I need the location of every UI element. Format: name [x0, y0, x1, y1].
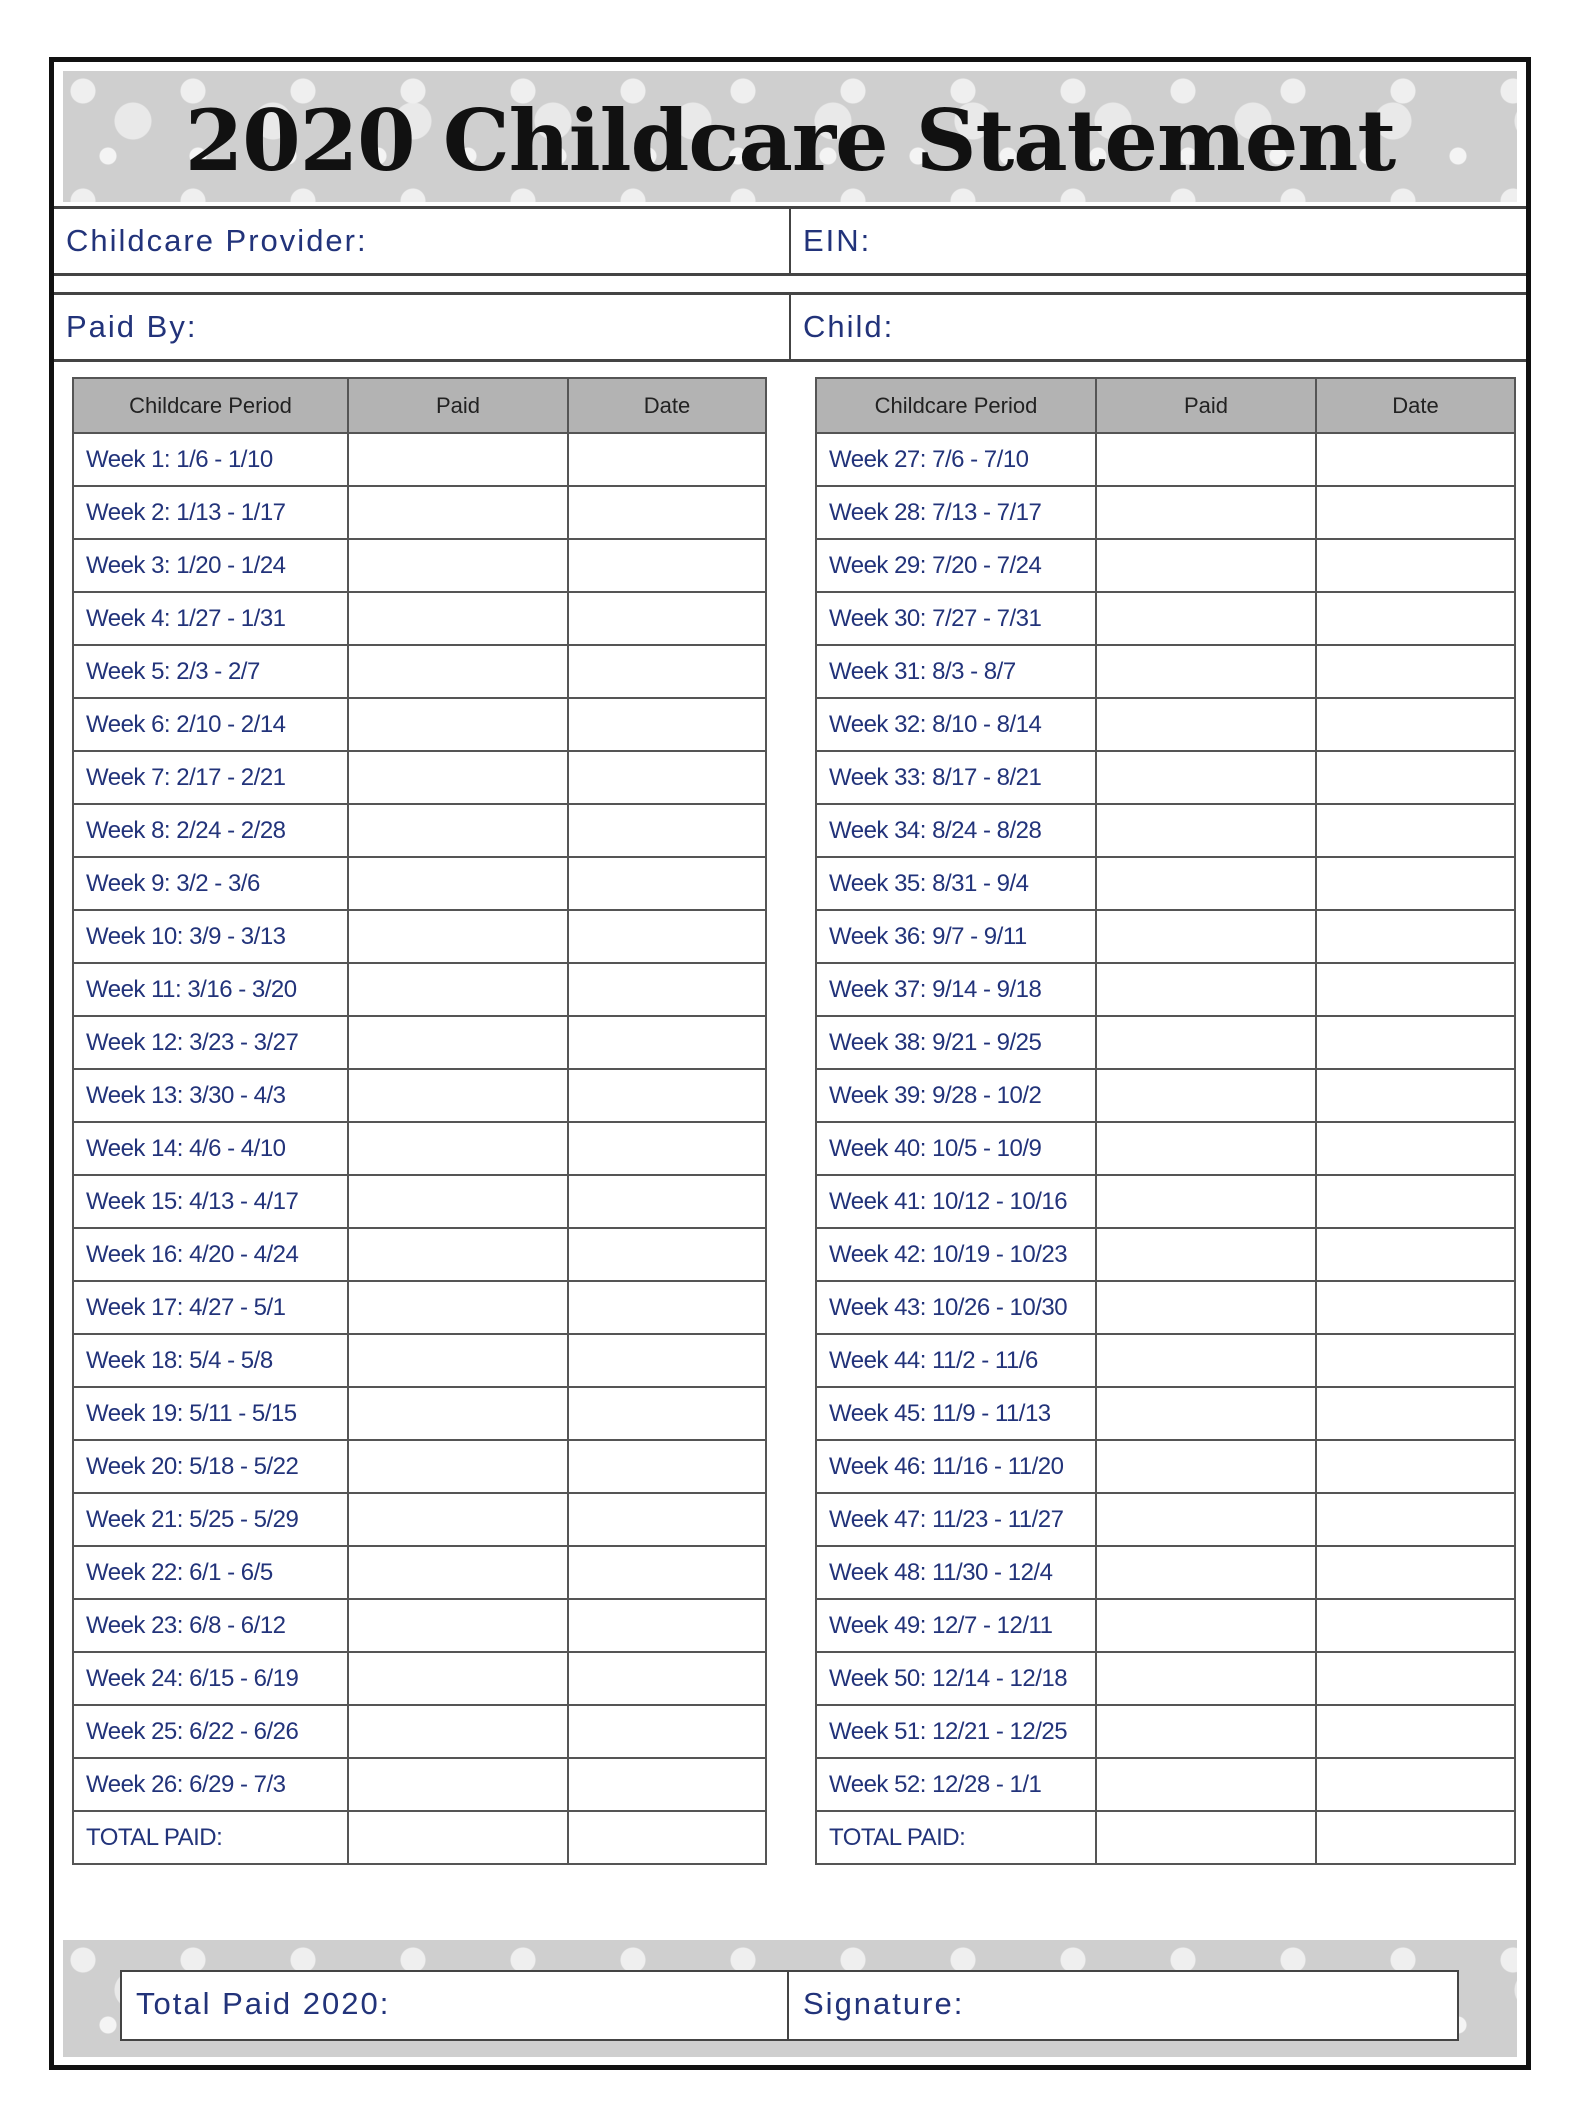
- table-row: [73, 433, 766, 486]
- paid-cell[interactable]: [1096, 1334, 1316, 1387]
- paid-cell[interactable]: [348, 1228, 568, 1281]
- period-cell: Week 39: 9/28 - 10/2: [816, 1069, 1096, 1122]
- total-row: [816, 1811, 1515, 1864]
- date-cell[interactable]: [1316, 1758, 1515, 1811]
- paid-cell[interactable]: [348, 1387, 568, 1440]
- provider-row: [54, 206, 1526, 276]
- period-cell: Week 25: 6/22 - 6/26: [73, 1705, 348, 1758]
- date-cell[interactable]: [1316, 963, 1515, 1016]
- left-week-table: [72, 377, 767, 1865]
- table-row: [73, 698, 766, 751]
- table-row: [73, 1069, 766, 1122]
- paid-cell[interactable]: [1096, 1016, 1316, 1069]
- paid-cell[interactable]: [348, 804, 568, 857]
- period-cell: Week 37: 9/14 - 9/18: [816, 963, 1096, 1016]
- table-row: [816, 539, 1515, 592]
- period-cell: Week 32: 8/10 - 8/14: [816, 698, 1096, 751]
- period-cell: Week 27: 7/6 - 7/10: [816, 433, 1096, 486]
- table-row: [816, 1387, 1515, 1440]
- date-cell[interactable]: [568, 751, 766, 804]
- period-cell: Week 42: 10/19 - 10/23: [816, 1228, 1096, 1281]
- table-row: [816, 433, 1515, 486]
- period-cell: Week 33: 8/17 - 8/21: [816, 751, 1096, 804]
- paid-cell[interactable]: [1096, 1175, 1316, 1228]
- paid-cell[interactable]: [348, 1440, 568, 1493]
- table-header-row: [73, 378, 766, 433]
- period-cell: Week 46: 11/16 - 11/20: [816, 1440, 1096, 1493]
- period-cell: Week 5: 2/3 - 2/7: [73, 645, 348, 698]
- period-cell: Week 24: 6/15 - 6/19: [73, 1652, 348, 1705]
- child-field[interactable]: Child:: [789, 295, 1526, 359]
- table-row: [73, 1546, 766, 1599]
- paid-cell[interactable]: [348, 592, 568, 645]
- table-row: [73, 1016, 766, 1069]
- paid-cell[interactable]: [348, 1599, 568, 1652]
- paid-cell[interactable]: [1096, 1122, 1316, 1175]
- table-row: [816, 1281, 1515, 1334]
- period-cell: Week 16: 4/20 - 4/24: [73, 1228, 348, 1281]
- table-row: [816, 1652, 1515, 1705]
- date-cell[interactable]: [1316, 433, 1515, 486]
- period-cell: Week 50: 12/14 - 12/18: [816, 1652, 1096, 1705]
- table-row: [816, 1705, 1515, 1758]
- date-cell[interactable]: [1316, 1334, 1515, 1387]
- date-cell[interactable]: [1316, 751, 1515, 804]
- period-cell: Week 18: 5/4 - 5/8: [73, 1334, 348, 1387]
- paid-cell[interactable]: [348, 857, 568, 910]
- table-row: [73, 910, 766, 963]
- paid-header: Paid: [1096, 378, 1316, 433]
- paid-cell[interactable]: [348, 963, 568, 1016]
- period-cell: Week 48: 11/30 - 12/4: [816, 1546, 1096, 1599]
- table-row: [73, 1758, 766, 1811]
- paid-cell[interactable]: [1096, 1387, 1316, 1440]
- period-cell: Week 4: 1/27 - 1/31: [73, 592, 348, 645]
- statement-sheet: [49, 57, 1531, 2070]
- period-cell: Week 49: 12/7 - 12/11: [816, 1599, 1096, 1652]
- period-cell: Week 51: 12/21 - 12/25: [816, 1705, 1096, 1758]
- paid-cell[interactable]: [348, 1546, 568, 1599]
- period-cell: TOTAL PAID:: [816, 1811, 1096, 1864]
- table-row: [73, 857, 766, 910]
- period-header: Childcare Period: [73, 378, 348, 433]
- date-cell[interactable]: [1316, 1811, 1515, 1864]
- date-cell[interactable]: [1316, 1016, 1515, 1069]
- period-cell: Week 34: 8/24 - 8/28: [816, 804, 1096, 857]
- ein-field[interactable]: EIN:: [789, 209, 1526, 273]
- period-cell: Week 41: 10/12 - 10/16: [816, 1175, 1096, 1228]
- date-cell[interactable]: [1316, 1652, 1515, 1705]
- period-cell: Week 20: 5/18 - 5/22: [73, 1440, 348, 1493]
- table-row: [73, 1440, 766, 1493]
- table-row: [73, 486, 766, 539]
- date-cell[interactable]: [568, 1334, 766, 1387]
- date-cell[interactable]: [568, 1440, 766, 1493]
- paid-cell[interactable]: [1096, 645, 1316, 698]
- paid-cell[interactable]: [1096, 963, 1316, 1016]
- date-cell[interactable]: [568, 804, 766, 857]
- table-row: [816, 698, 1515, 751]
- period-cell: Week 23: 6/8 - 6/12: [73, 1599, 348, 1652]
- footer-box: [120, 1970, 1459, 2041]
- date-cell[interactable]: [568, 1493, 766, 1546]
- date-header: Date: [568, 378, 766, 433]
- period-cell: Week 1: 1/6 - 1/10: [73, 433, 348, 486]
- paid-cell[interactable]: [1096, 804, 1316, 857]
- title-band: [63, 71, 1517, 202]
- paid-cell[interactable]: [1096, 1440, 1316, 1493]
- paid-header: Paid: [348, 378, 568, 433]
- paid-cell[interactable]: [348, 645, 568, 698]
- period-cell: Week 47: 11/23 - 11/27: [816, 1493, 1096, 1546]
- table-row: [816, 645, 1515, 698]
- paid-cell[interactable]: [1096, 433, 1316, 486]
- period-cell: Week 17: 4/27 - 5/1: [73, 1281, 348, 1334]
- date-cell[interactable]: [568, 1175, 766, 1228]
- table-row: [816, 1546, 1515, 1599]
- table-row: [816, 910, 1515, 963]
- page-title: 2020 Childcare Statement: [184, 91, 1396, 190]
- date-cell[interactable]: [568, 433, 766, 486]
- paid-cell[interactable]: [348, 1122, 568, 1175]
- period-cell: Week 9: 3/2 - 3/6: [73, 857, 348, 910]
- period-cell: Week 44: 11/2 - 11/6: [816, 1334, 1096, 1387]
- date-cell[interactable]: [568, 1599, 766, 1652]
- table-row: [73, 1599, 766, 1652]
- date-cell[interactable]: [1316, 592, 1515, 645]
- table-row: [816, 1758, 1515, 1811]
- paid-cell[interactable]: [1096, 1705, 1316, 1758]
- date-cell[interactable]: [568, 1811, 766, 1864]
- paid-cell[interactable]: [1096, 592, 1316, 645]
- table-row: [816, 857, 1515, 910]
- date-cell[interactable]: [1316, 1440, 1515, 1493]
- date-cell[interactable]: [1316, 1493, 1515, 1546]
- period-cell: Week 8: 2/24 - 2/28: [73, 804, 348, 857]
- paid-cell[interactable]: [1096, 1599, 1316, 1652]
- table-row: [73, 1493, 766, 1546]
- table-row: [816, 1440, 1515, 1493]
- date-cell[interactable]: [568, 1705, 766, 1758]
- table-row: [73, 751, 766, 804]
- paid-cell[interactable]: [348, 1334, 568, 1387]
- period-cell: Week 28: 7/13 - 7/17: [816, 486, 1096, 539]
- period-cell: Week 43: 10/26 - 10/30: [816, 1281, 1096, 1334]
- date-cell[interactable]: [1316, 1069, 1515, 1122]
- paid-by-field[interactable]: Paid By:: [66, 309, 198, 344]
- table-row: [73, 804, 766, 857]
- period-cell: Week 26: 6/29 - 7/3: [73, 1758, 348, 1811]
- date-cell[interactable]: [1316, 1122, 1515, 1175]
- period-cell: TOTAL PAID:: [73, 1811, 348, 1864]
- paid-cell[interactable]: [348, 1069, 568, 1122]
- date-cell[interactable]: [1316, 486, 1515, 539]
- date-cell[interactable]: [568, 1122, 766, 1175]
- table-row: [73, 1387, 766, 1440]
- table-row: [816, 1069, 1515, 1122]
- paid-cell[interactable]: [1096, 539, 1316, 592]
- table-row: [73, 1334, 766, 1387]
- period-cell: Week 45: 11/9 - 11/13: [816, 1387, 1096, 1440]
- table-row: [816, 804, 1515, 857]
- table-row: [73, 1228, 766, 1281]
- date-cell[interactable]: [568, 1387, 766, 1440]
- paid-cell[interactable]: [348, 1281, 568, 1334]
- period-cell: Week 30: 7/27 - 7/31: [816, 592, 1096, 645]
- paid-cell[interactable]: [1096, 1228, 1316, 1281]
- period-cell: Week 6: 2/10 - 2/14: [73, 698, 348, 751]
- table-row: [73, 1175, 766, 1228]
- paid-cell[interactable]: [348, 1652, 568, 1705]
- date-cell[interactable]: [1316, 1599, 1515, 1652]
- date-cell[interactable]: [568, 910, 766, 963]
- paid-cell[interactable]: [1096, 1758, 1316, 1811]
- table-row: [816, 963, 1515, 1016]
- paid-cell[interactable]: [1096, 1069, 1316, 1122]
- table-row: [816, 1175, 1515, 1228]
- paid-cell[interactable]: [348, 698, 568, 751]
- period-cell: Week 10: 3/9 - 3/13: [73, 910, 348, 963]
- date-cell[interactable]: [1316, 1228, 1515, 1281]
- date-cell[interactable]: [1316, 1705, 1515, 1758]
- paid-cell[interactable]: [348, 1016, 568, 1069]
- date-cell[interactable]: [1316, 910, 1515, 963]
- date-cell[interactable]: [1316, 1281, 1515, 1334]
- period-cell: Week 29: 7/20 - 7/24: [816, 539, 1096, 592]
- date-cell[interactable]: [568, 645, 766, 698]
- date-cell[interactable]: [568, 963, 766, 1016]
- paid-cell[interactable]: [1096, 1811, 1316, 1864]
- period-cell: Week 52: 12/28 - 1/1: [816, 1758, 1096, 1811]
- period-cell: Week 11: 3/16 - 3/20: [73, 963, 348, 1016]
- table-row: [73, 645, 766, 698]
- footer-band: [63, 1940, 1517, 2057]
- period-cell: Week 40: 10/5 - 10/9: [816, 1122, 1096, 1175]
- paid-cell[interactable]: [1096, 1493, 1316, 1546]
- period-cell: Week 31: 8/3 - 8/7: [816, 645, 1096, 698]
- date-cell[interactable]: [1316, 539, 1515, 592]
- period-header: Childcare Period: [816, 378, 1096, 433]
- paid-cell[interactable]: [348, 1705, 568, 1758]
- paid-cell[interactable]: [348, 1811, 568, 1864]
- signature-field[interactable]: Signature:: [803, 1986, 965, 2021]
- paid-cell[interactable]: [1096, 1546, 1316, 1599]
- period-cell: Week 21: 5/25 - 5/29: [73, 1493, 348, 1546]
- date-cell[interactable]: [1316, 857, 1515, 910]
- period-cell: Week 36: 9/7 - 9/11: [816, 910, 1096, 963]
- table-row: [816, 1122, 1515, 1175]
- period-cell: Week 7: 2/17 - 2/21: [73, 751, 348, 804]
- paid-cell[interactable]: [1096, 910, 1316, 963]
- table-row: [73, 1281, 766, 1334]
- paid-cell[interactable]: [348, 539, 568, 592]
- paid-cell[interactable]: [348, 1175, 568, 1228]
- paid-cell[interactable]: [1096, 486, 1316, 539]
- date-cell[interactable]: [568, 1069, 766, 1122]
- period-cell: Week 12: 3/23 - 3/27: [73, 1016, 348, 1069]
- table-row: [73, 1122, 766, 1175]
- period-cell: Week 15: 4/13 - 4/17: [73, 1175, 348, 1228]
- period-cell: Week 22: 6/1 - 6/5: [73, 1546, 348, 1599]
- paid-cell[interactable]: [348, 433, 568, 486]
- period-cell: Week 38: 9/21 - 9/25: [816, 1016, 1096, 1069]
- right-week-table: [815, 377, 1516, 1865]
- total-row: [73, 1811, 766, 1864]
- paid-by-row: [54, 292, 1526, 362]
- paid-cell[interactable]: [348, 486, 568, 539]
- date-cell[interactable]: [568, 1652, 766, 1705]
- date-cell[interactable]: [1316, 804, 1515, 857]
- period-cell: Week 19: 5/11 - 5/15: [73, 1387, 348, 1440]
- table-row: [816, 1599, 1515, 1652]
- date-header: Date: [1316, 378, 1515, 433]
- paid-cell[interactable]: [1096, 698, 1316, 751]
- table-row: [73, 1652, 766, 1705]
- table-row: [816, 486, 1515, 539]
- date-cell[interactable]: [568, 1546, 766, 1599]
- date-cell[interactable]: [568, 1228, 766, 1281]
- table-row: [73, 592, 766, 645]
- table-row: [816, 1493, 1515, 1546]
- paid-cell[interactable]: [348, 1758, 568, 1811]
- table-row: [73, 539, 766, 592]
- date-cell[interactable]: [1316, 698, 1515, 751]
- period-cell: Week 2: 1/13 - 1/17: [73, 486, 348, 539]
- date-cell[interactable]: [568, 1758, 766, 1811]
- date-cell[interactable]: [1316, 1546, 1515, 1599]
- date-cell[interactable]: [1316, 1387, 1515, 1440]
- table-row: [816, 1228, 1515, 1281]
- table-row: [816, 1334, 1515, 1387]
- date-cell[interactable]: [568, 539, 766, 592]
- provider-field[interactable]: Childcare Provider:: [66, 223, 368, 258]
- paid-cell[interactable]: [348, 751, 568, 804]
- table-row: [73, 963, 766, 1016]
- date-cell[interactable]: [568, 1281, 766, 1334]
- paid-cell[interactable]: [348, 1493, 568, 1546]
- table-header-row: [816, 378, 1515, 433]
- table-row: [816, 1016, 1515, 1069]
- date-cell[interactable]: [1316, 645, 1515, 698]
- paid-cell[interactable]: [1096, 1652, 1316, 1705]
- table-row: [816, 592, 1515, 645]
- date-cell[interactable]: [568, 857, 766, 910]
- table-row: [73, 1705, 766, 1758]
- period-cell: Week 14: 4/6 - 4/10: [73, 1122, 348, 1175]
- period-cell: Week 35: 8/31 - 9/4: [816, 857, 1096, 910]
- period-cell: Week 3: 1/20 - 1/24: [73, 539, 348, 592]
- date-cell[interactable]: [568, 592, 766, 645]
- paid-cell[interactable]: [1096, 857, 1316, 910]
- table-row: [816, 751, 1515, 804]
- date-cell[interactable]: [568, 1016, 766, 1069]
- paid-cell[interactable]: [1096, 1281, 1316, 1334]
- date-cell[interactable]: [568, 486, 766, 539]
- paid-cell[interactable]: [348, 910, 568, 963]
- total-paid-field[interactable]: Total Paid 2020:: [122, 1972, 789, 2039]
- paid-cell[interactable]: [1096, 751, 1316, 804]
- date-cell[interactable]: [1316, 1175, 1515, 1228]
- date-cell[interactable]: [568, 698, 766, 751]
- period-cell: Week 13: 3/30 - 4/3: [73, 1069, 348, 1122]
